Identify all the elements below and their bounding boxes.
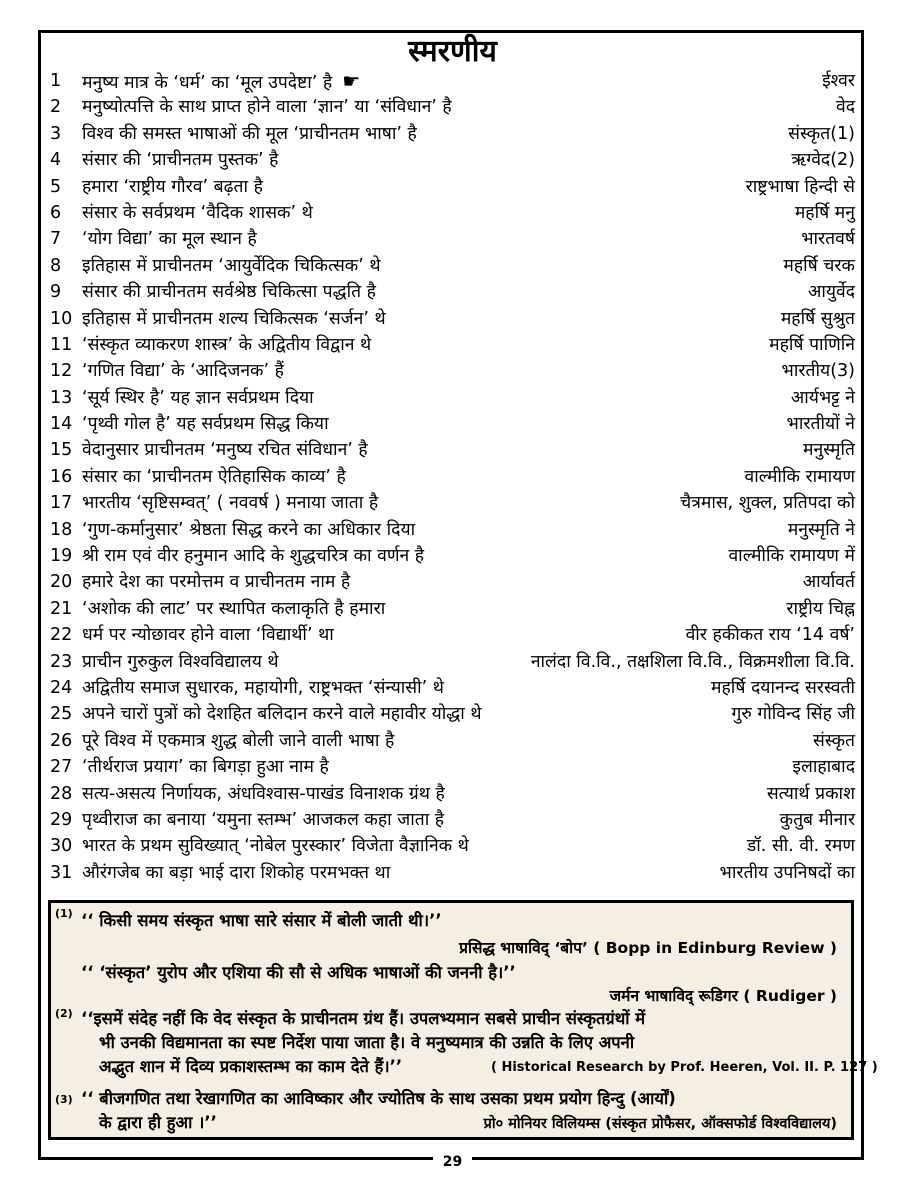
fact-answer: संस्कृत(1) xyxy=(788,123,855,144)
fact-answer: महर्षि सुश्रुत xyxy=(780,308,855,329)
fact-number: 30 xyxy=(50,836,73,857)
fact-row xyxy=(50,306,855,332)
fact-question-text: अद्वितीय समाज सुधारक, महायोगी, राष्ट्रभक्त ‘संन्यासी’ थे xyxy=(82,677,444,698)
fact-row xyxy=(50,464,855,490)
fact-number: 12 xyxy=(50,361,73,382)
fact-question-text: इतिहास में प्राचीनतम ‘आयुर्वेदिक चिकित्सक’ थे xyxy=(82,255,381,276)
fact-question-text: इतिहास में प्राचीनतम शल्य चिकित्सक ‘सर्जन’ थे xyxy=(82,308,386,329)
fact-question-text: विश्व की समस्त भाषाओं की मूल ‘प्राचीनतम भाषा’ है xyxy=(82,123,417,144)
fact-question-text: मनुष्य मात्र के ‘धर्म’ का ‘मूल उपदेष्टा’ है xyxy=(82,73,333,93)
footnote-marker-2: (2) xyxy=(55,1007,73,1020)
fact-row xyxy=(50,358,855,384)
fact-number: 28 xyxy=(50,783,73,804)
fact-question xyxy=(82,437,368,463)
fact-number: 17 xyxy=(50,493,73,514)
fact-answer: महर्षि दयानन्द सरस्वती xyxy=(711,677,855,698)
fact-question-text: हमारे देश का परमोत्तम व प्राचीनतम नाम है xyxy=(82,572,351,593)
fact-number: 7 xyxy=(50,229,62,250)
footnote-marker-3: (3) xyxy=(55,1093,73,1106)
footnote-2-line-3: अद्भुत शान में दिव्य प्रकाशस्तम्भ का काम देते हैं।’’ xyxy=(99,1057,403,1076)
fact-row xyxy=(50,226,855,252)
fact-question-text: ‘तीर्थराज प्रयाग’ का बिगड़ा हुआ नाम है xyxy=(82,757,329,778)
fact-number: 4 xyxy=(50,150,62,171)
fact-number: 24 xyxy=(50,677,73,698)
fact-question-text: पूरे विश्व में एकमात्र शुद्ध बोली जाने वाली भाषा है xyxy=(82,730,395,751)
fact-row xyxy=(50,728,855,754)
fact-row xyxy=(50,490,855,516)
fact-answer: वीर हकीकत राय ‘14 वर्ष’ xyxy=(685,625,855,646)
fact-answer: आर्यभट्ट ने xyxy=(790,387,855,408)
fact-question xyxy=(82,596,385,622)
fact-number: 18 xyxy=(50,519,73,540)
fact-question xyxy=(82,543,424,569)
fact-question xyxy=(82,490,378,516)
fact-row xyxy=(50,675,855,701)
fact-answer: सत्यार्थ प्रकाश xyxy=(766,783,855,804)
fact-answer: आर्यावर्त xyxy=(802,572,855,593)
fact-question xyxy=(82,464,346,490)
fact-row xyxy=(50,68,855,94)
fact-number: 8 xyxy=(50,255,62,276)
fact-answer: महर्षि चरक xyxy=(783,255,855,276)
fact-answer: भारतवर्ष xyxy=(801,229,855,250)
fact-answer: राष्ट्रभाषा हिन्दी से xyxy=(745,176,855,197)
fact-number: 15 xyxy=(50,440,73,461)
fact-answer: भारतीय(3) xyxy=(781,361,855,382)
fact-number: 6 xyxy=(50,202,62,223)
fact-question-text: भारत के प्रथम सुविख्यात् ‘नोबेल पुरस्कार’ विजेता वैज्ञानिक थे xyxy=(82,836,469,857)
fact-answer: वेद xyxy=(835,97,855,118)
fact-question xyxy=(82,701,482,727)
fact-question-text: हमारा ‘राष्ट्रीय गौरव’ बढ़ता है xyxy=(82,176,263,197)
fact-question xyxy=(82,807,444,833)
fact-row xyxy=(50,94,855,120)
fact-question xyxy=(82,279,376,305)
footnote-3-line-1: ‘‘ बीजगणित तथा रेखागणित का आविष्कार और ज्योतिष के साथ उसका प्रथम प्रयोग हिन्दु (आर्यों) xyxy=(81,1089,676,1108)
fact-question xyxy=(82,569,350,595)
fact-number: 9 xyxy=(50,282,62,303)
fact-question-text: अपने चारों पुत्रों को देशहित बलिदान करने वाले महावीर योद्धा थे xyxy=(82,704,482,725)
fact-question-text: धर्म पर न्योछावर होने वाला ‘विद्यार्थी’ था xyxy=(82,625,334,646)
footnote-2-line-1: ‘‘इसमें संदेह नहीं कि वेद संस्कृत के प्राचीनतम ग्रंथ हैं। उपलभ्यमान सबसे प्राचीन संस्कृतग्रंथों में xyxy=(81,1009,646,1028)
fact-question-text: ‘संस्कृत व्याकरण शास्त्र’ के अद्वितीय विद्वान थे xyxy=(82,334,372,355)
fact-row xyxy=(50,807,855,833)
fact-answer: आयुर्वेद xyxy=(807,282,855,303)
fact-question-text: ‘गुण-कर्मानुसार’ श्रेष्ठता सिद्ध करने का अधिकार दिया xyxy=(82,519,416,540)
fact-row xyxy=(50,121,855,147)
fact-question xyxy=(82,68,360,96)
fact-question xyxy=(82,385,314,411)
fact-question-text: ‘अशोक की लाट’ पर स्थापित कलाकृति है हमारा xyxy=(82,598,386,619)
fact-answer: ईश्वर xyxy=(822,71,855,91)
fact-answer: महर्षि पाणिनि xyxy=(769,334,855,355)
fact-number: 20 xyxy=(50,572,73,593)
fact-question-text: वेदानुसार प्राचीनतम ‘मनुष्य रचित संविधान’ है xyxy=(82,440,368,461)
fact-number: 3 xyxy=(50,123,62,144)
fact-answer: गुरु गोविन्द सिंह जी xyxy=(731,704,855,725)
fact-number: 23 xyxy=(50,651,73,672)
fact-number: 26 xyxy=(50,730,73,751)
fact-question-text: सत्य-असत्य निर्णायक, अंधविश्वास-पाखंड विनाशक ग्रंथ है xyxy=(82,783,445,804)
footnote-2-source: ( Historical Research by Prof. Heeren, Vol. II. P. 127 ) xyxy=(491,1060,878,1075)
fact-row xyxy=(50,332,855,358)
fact-answer: वाल्मीकि रामायण में xyxy=(728,546,855,567)
fact-row xyxy=(50,833,855,859)
fact-question xyxy=(82,622,334,648)
fact-question-text: भारतीय ‘सृष्टिसम्वत्’ ( नववर्ष ) मनाया जाता है xyxy=(82,493,379,514)
fact-number: 29 xyxy=(50,809,73,830)
fact-question xyxy=(82,411,329,437)
fact-number: 31 xyxy=(50,862,73,883)
fact-question xyxy=(82,728,394,754)
fact-question xyxy=(82,306,386,332)
fact-number: 21 xyxy=(50,598,73,619)
fact-question xyxy=(82,147,278,173)
fact-question-text: संसार की ‘प्राचीनतम पुस्तक’ है xyxy=(82,150,279,171)
footnote-1b-source: जर्मन भाषाविद् रूडिगर ( Rudiger ) xyxy=(609,987,837,1005)
pointing-hand-icon: ☛ xyxy=(342,69,361,93)
fact-row xyxy=(50,860,855,886)
fact-answer: मनुस्मृति ने xyxy=(787,519,855,540)
fact-row xyxy=(50,517,855,543)
fact-question xyxy=(82,226,257,252)
fact-question-text: ‘पृथ्वी गोल है’ यह सर्वप्रथम सिद्ध किया xyxy=(82,414,329,435)
fact-number: 2 xyxy=(50,97,62,118)
fact-question xyxy=(82,754,329,780)
fact-question-text: संसार के सर्वप्रथम ‘वैदिक शासक’ थे xyxy=(82,202,313,223)
fact-row xyxy=(50,701,855,727)
fact-question xyxy=(82,860,390,886)
fact-question-text: श्री राम एवं वीर हनुमान आदि के शुद्धचरित्र का वर्णन है xyxy=(82,546,425,567)
fact-answer: वाल्मीकि रामायण xyxy=(744,466,855,487)
fact-row xyxy=(50,596,855,622)
footnote-3-source: प्रो० मोनियर विलियम्स (संस्कृत प्रोफैसर, ऑक्सफोर्ड विश्वविद्यालय) xyxy=(483,1116,837,1132)
fact-number: 10 xyxy=(50,308,73,329)
fact-number: 22 xyxy=(50,625,73,646)
facts-list xyxy=(50,68,855,886)
fact-question-text: संसार का ‘प्राचीनतम ऐतिहासिक काव्य’ है xyxy=(82,466,346,487)
fact-number: 25 xyxy=(50,704,73,725)
fact-question-text: प्राचीन गुरुकुल विश्वविद्यालय थे xyxy=(82,651,279,672)
fact-answer: नालंदा वि.वि., तक्षशिला वि.वि., विक्रमशीला वि.वि. xyxy=(530,651,855,672)
fact-answer: कुतुब मीनार xyxy=(779,809,855,830)
fact-question-text: औरंगजेब का बड़ा भाई दारा शिकोह परमभक्त था xyxy=(82,862,391,883)
page-number-wrap xyxy=(0,1151,905,1170)
fact-question-text: ‘गणित विद्या’ के ‘आदिजनक’ हैं xyxy=(82,361,284,382)
fact-number: 13 xyxy=(50,387,73,408)
fact-number: 16 xyxy=(50,466,73,487)
fact-row xyxy=(50,174,855,200)
fact-number: 5 xyxy=(50,176,62,197)
fact-row xyxy=(50,543,855,569)
fact-question-text: मनुष्योत्पत्ति के साथ प्राप्त होने वाला ‘ज्ञान’ या ‘संविधान’ है xyxy=(82,97,452,118)
fact-answer: डॉ. सी. वी. रमण xyxy=(746,836,855,857)
fact-row xyxy=(50,147,855,173)
fact-answer: इलाहाबाद xyxy=(792,757,855,778)
fact-number: 27 xyxy=(50,757,73,778)
fact-question-text: संसार की प्राचीनतम सर्वश्रेष्ठ चिकित्सा पद्धति है xyxy=(82,282,376,303)
fact-question xyxy=(82,517,415,543)
fact-question xyxy=(82,833,469,859)
fact-question xyxy=(82,675,444,701)
fact-row xyxy=(50,622,855,648)
fact-question xyxy=(82,358,284,384)
footnote-1b-quote: ‘‘ ‘संस्कृत’ युरोप और एशिया की सौ से अधिक भाषाओं की जननी है।’’ xyxy=(81,963,516,982)
fact-row xyxy=(50,754,855,780)
fact-question xyxy=(82,174,263,200)
fact-number: 19 xyxy=(50,546,73,567)
page-title: स्मरणीय xyxy=(408,34,497,69)
fact-row xyxy=(50,279,855,305)
fact-answer: महर्षि मनु xyxy=(794,202,855,223)
footnotes-box xyxy=(48,900,878,1140)
fact-answer: राष्ट्रीय चिह्न xyxy=(786,598,855,619)
footnote-1-source: प्रसिद्ध भाषाविद् ‘बोप’ ( Bopp in Edinburg Review ) xyxy=(459,939,837,957)
fact-question xyxy=(82,94,452,120)
fact-row xyxy=(50,569,855,595)
footnote-marker-1: (1) xyxy=(55,907,73,920)
fact-row xyxy=(50,411,855,437)
fact-number: 11 xyxy=(50,334,73,355)
fact-question xyxy=(82,649,279,675)
fact-answer: संस्कृत xyxy=(812,730,855,751)
fact-row xyxy=(50,437,855,463)
fact-row xyxy=(50,781,855,807)
fact-question xyxy=(82,781,445,807)
footnote-1-quote: ‘‘ किसी समय संस्कृत भाषा सारे संसार में बोली जाती थी।’’ xyxy=(81,911,442,930)
fact-row xyxy=(50,200,855,226)
fact-answer: चैत्रमास, शुक्ल, प्रतिपदा को xyxy=(680,493,855,514)
fact-answer: भारतीय उपनिषदों का xyxy=(719,862,855,883)
fact-question xyxy=(82,332,371,358)
footnote-3-line-2: के द्वारा ही हुआ ।’’ xyxy=(99,1113,217,1132)
page-number: 29 xyxy=(433,1154,472,1170)
fact-question-text: ‘योग विद्या’ का मूल स्थान है xyxy=(82,229,257,250)
fact-answer: भारतीयों ने xyxy=(786,414,855,435)
fact-row xyxy=(50,253,855,279)
fact-row xyxy=(50,385,855,411)
fact-number: 14 xyxy=(50,414,73,435)
fact-question-text: पृथ्वीराज का बनाया ‘यमुना स्तम्भ’ आजकल कहा जाता है xyxy=(82,809,445,830)
fact-question xyxy=(82,253,381,279)
fact-question xyxy=(82,200,313,226)
fact-row xyxy=(50,649,855,675)
fact-question-text: ‘सूर्य स्थिर है’ यह ज्ञान सर्वप्रथम दिया xyxy=(82,387,314,408)
fact-answer: ऋग्वेद(2) xyxy=(791,150,855,171)
footnote-2-line-2: भी उनकी विद्यमानता का स्पष्ट निर्देश पाया जाता है। वे मनुष्यमात्र की उन्नति के लिए अपनी xyxy=(99,1033,635,1052)
fact-answer: मनुस्मृति xyxy=(803,440,855,461)
fact-number: 1 xyxy=(50,71,62,91)
fact-question xyxy=(82,121,417,147)
